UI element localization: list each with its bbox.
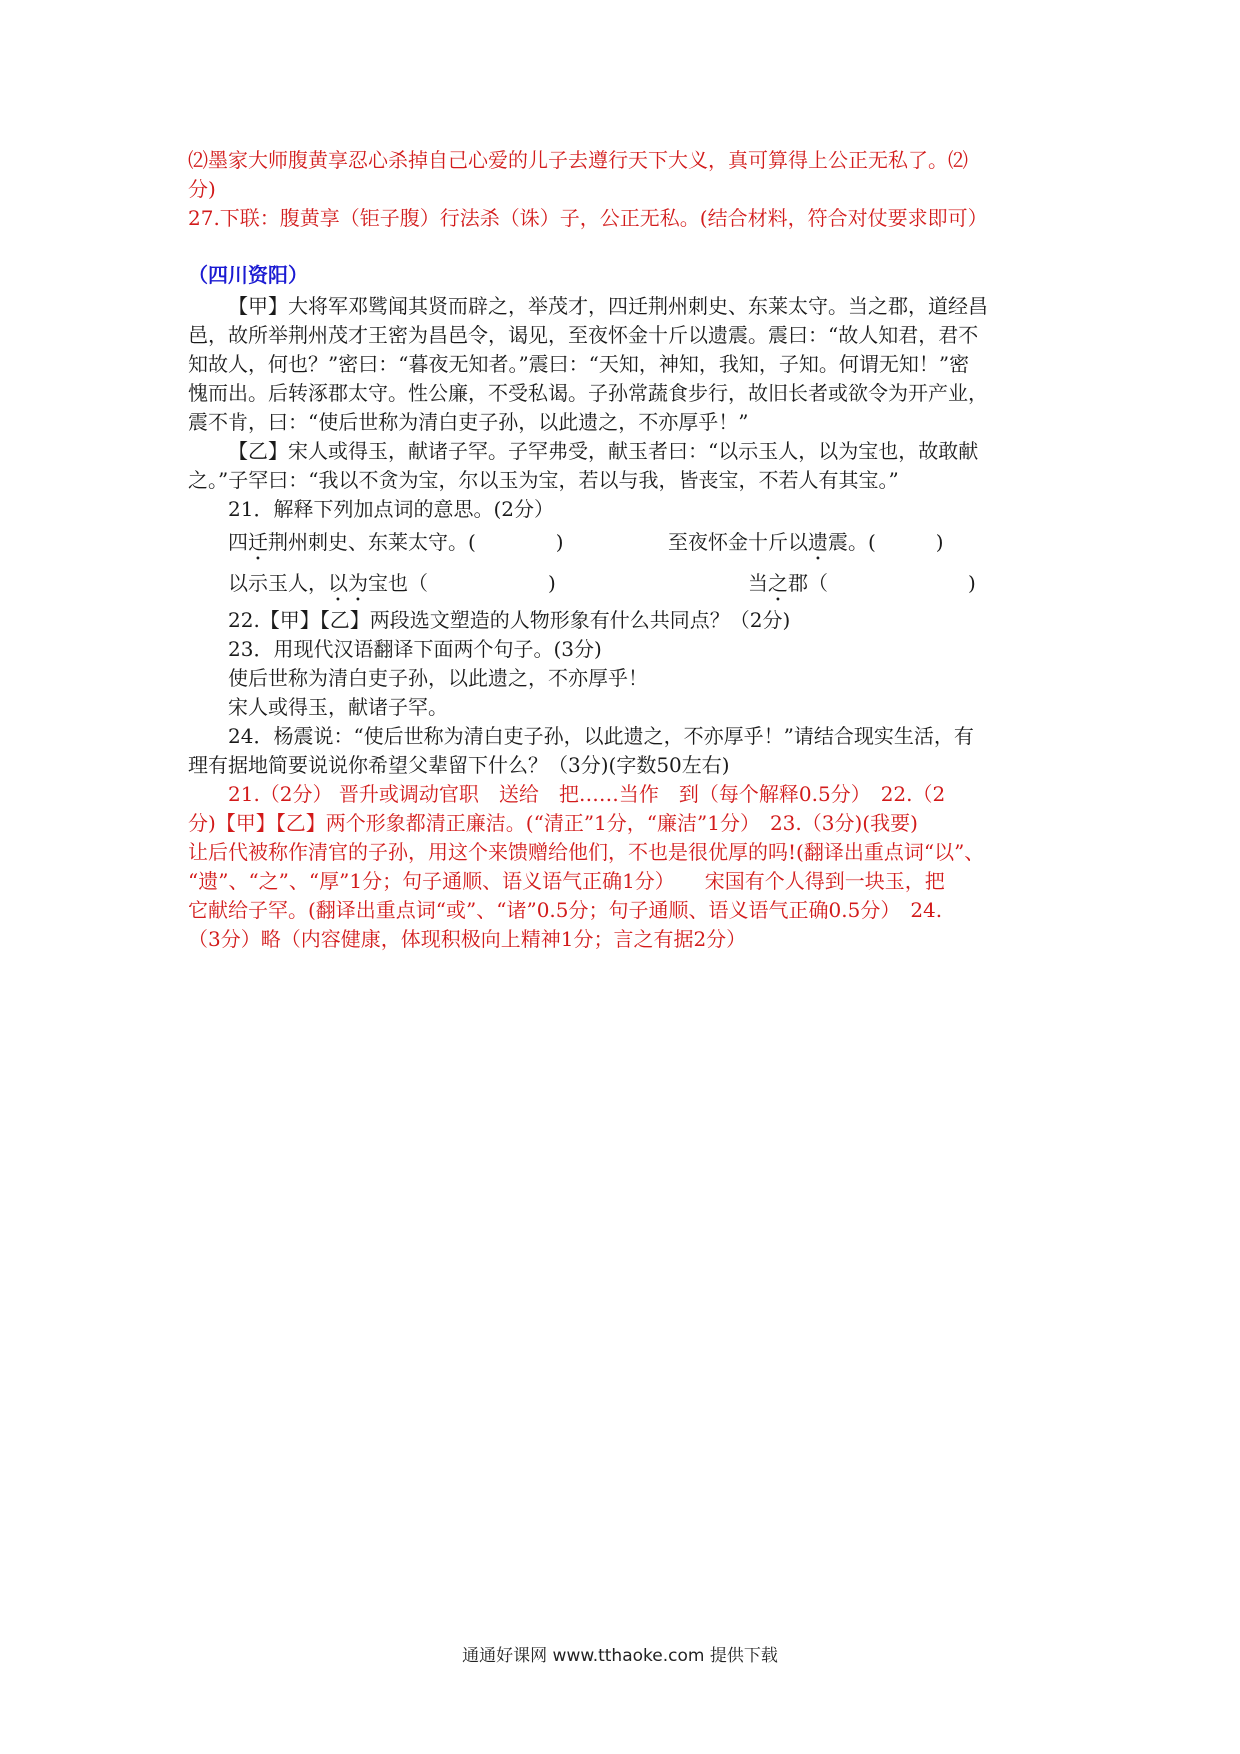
dotted-word: 迁 bbox=[248, 530, 268, 554]
question-23 bbox=[188, 635, 1060, 722]
passage-yi bbox=[188, 437, 1060, 495]
passage-line: 知故人，何也？”密曰：“暮夜无知者。”震曰：“天知，神知，我知，子知。何谓无知！”密 bbox=[188, 352, 970, 376]
answer-line: 21.（2分） 晋升或调动官职 送给 把……当作 到（每个解释0.5分） 22.（2 bbox=[228, 782, 946, 806]
answer-line: 它献给子罕。(翻译出重点词“或”、“诸”0.5分；句子通顺、语义语气正确0.5分） 24. bbox=[188, 898, 943, 922]
translate-sentence: 宋人或得玉，献诸子罕。 bbox=[228, 695, 448, 719]
passage-line: 【乙】宋人或得玉，献诸子罕。子罕弗受，献玉者曰：“以示玉人，以为宝也，故敢献 bbox=[228, 439, 979, 463]
previous-answers bbox=[188, 146, 1060, 233]
fill-row bbox=[188, 524, 1060, 565]
document-page bbox=[188, 146, 1060, 954]
region-label: （四川资阳） bbox=[188, 263, 308, 287]
dotted-word: 以为 bbox=[328, 571, 368, 595]
answer-line: 27.下联：腹黄享（钜子腹）行法杀（诛）子，公正无私。(结合材料，符合对仗要求即可） bbox=[188, 206, 988, 230]
question-stem: 23．用现代汉语翻译下面两个句子。(3分) bbox=[228, 637, 602, 661]
passage-line: 震不肯，曰：“使后世称为清白吏子孙，以此遗之，不亦厚乎！” bbox=[188, 410, 749, 434]
passage-line: 之。”子罕曰：“我以不贪为宝，尔以玉为宝，若以与我，皆丧宝，不若人有其宝。” bbox=[188, 468, 899, 492]
fill-text: 荆州刺史、东莱太守。( ) bbox=[268, 530, 564, 554]
question-stem: 理有据地简要说说你希望父辈留下什么？（3分)(字数50左右) bbox=[188, 753, 730, 777]
dotted-word: 遗 bbox=[808, 530, 828, 554]
fill-text: 当 bbox=[748, 571, 768, 595]
answer-line: （3分）略（内容健康，体现积极向上精神1分；言之有据2分） bbox=[188, 927, 747, 951]
question-21 bbox=[188, 495, 1060, 606]
fill-text: 郡（ ) bbox=[788, 571, 976, 595]
passage-jia bbox=[188, 292, 1060, 437]
fill-text: 四 bbox=[228, 530, 248, 554]
passage-line: 邑，故所举荆州茂才王密为昌邑令，谒见，至夜怀金十斤以遗震。震曰：“故人知君，君不 bbox=[188, 323, 979, 347]
fill-row bbox=[188, 565, 1060, 606]
answer-key bbox=[188, 780, 1060, 954]
answer-line: ⑵墨家大师腹黄享忍心杀掉自己心爱的儿子去遵行天下大义，真可算得上公正无私了。⑵ bbox=[188, 148, 968, 172]
fill-item-d bbox=[748, 565, 976, 606]
answer-line: 分) bbox=[188, 177, 216, 201]
answer-line: 让后代被称作清官的子孙，用这个来馈赠给他们，不也是很优厚的吗!(翻译出重点词“以”、 bbox=[188, 840, 985, 864]
page-footer: 通通好课网 www.tthaoke.com 提供下载 bbox=[462, 1646, 778, 1666]
answer-line: “遗”、“之”、“厚”1分；句子通顺、语义语气正确1分） 宋国有个人得到一块玉，把 bbox=[188, 869, 945, 893]
fill-text: 以示玉人， bbox=[228, 571, 328, 595]
fill-item-c bbox=[228, 565, 748, 606]
passage-line: 【甲】大将军邓骘闻其贤而辟之，举茂才，四迁荆州刺史、东莱太守。当之郡，道经昌 bbox=[228, 294, 988, 318]
question-22: 22.【甲】【乙】两段选文塑造的人物形象有什么共同点？（2分) bbox=[228, 608, 791, 632]
passage-line: 愧而出。后转涿郡太守。性公廉，不受私谒。子孙常蔬食步行，故旧长者或欲令为开产业， bbox=[188, 381, 988, 405]
dotted-word: 之 bbox=[768, 571, 788, 595]
answer-line: 分)【甲】【乙】两个形象都清正廉洁。(“清正”1分，“廉洁”1分） 23.（3分)(我要) bbox=[188, 811, 918, 835]
question-stem: 24．杨震说：“使后世称为清白吏子孙，以此遗之，不亦厚乎！”请结合现实生活，有 bbox=[228, 724, 974, 748]
fill-item-a bbox=[228, 524, 668, 565]
question-stem: 21．解释下列加点词的意思。(2分） bbox=[228, 497, 554, 521]
fill-text: 至夜怀金十斤以 bbox=[668, 530, 808, 554]
translate-sentence: 使后世称为清白吏子孙，以此遗之，不亦厚乎！ bbox=[228, 666, 648, 690]
fill-text: 宝也（ ) bbox=[368, 571, 556, 595]
question-24 bbox=[188, 722, 1060, 780]
fill-item-b bbox=[668, 524, 944, 565]
fill-text: 震。( ) bbox=[828, 530, 944, 554]
